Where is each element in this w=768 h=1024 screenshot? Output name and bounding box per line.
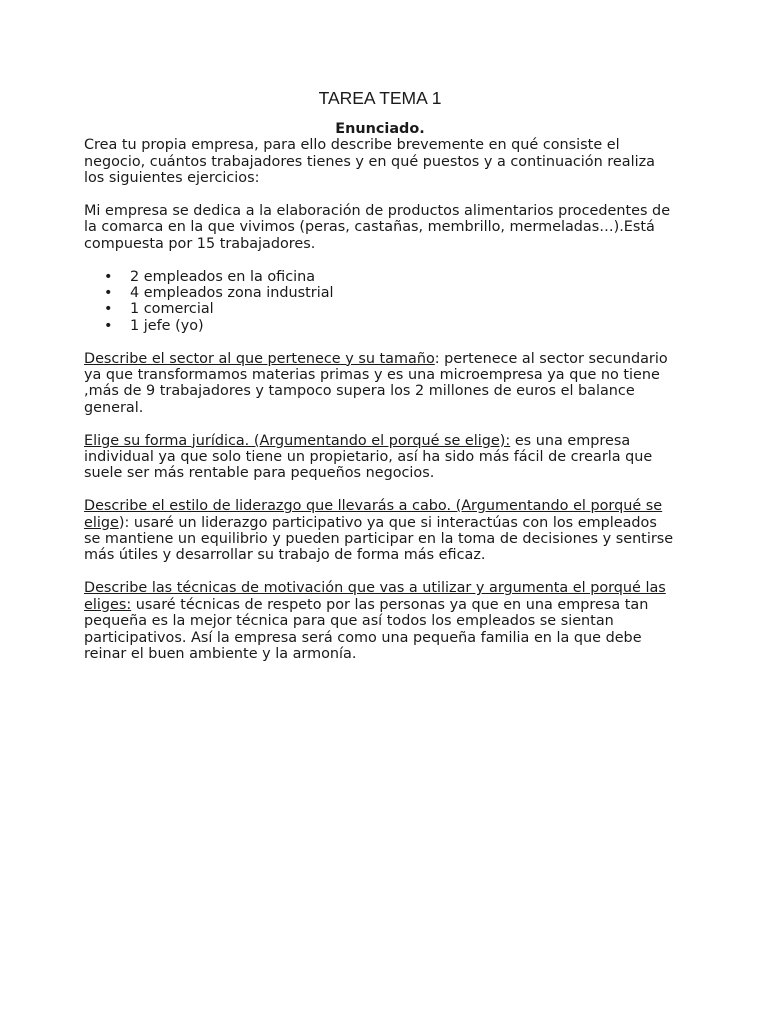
section-motivation	[84, 580, 676, 662]
intro-paragraph: Crea tu propia empresa, para ello describe brevemente en qué consiste el negocio, cuántos trabajadores tienes y en qué puestos y a continuación realiza los siguientes ejercicios:	[84, 137, 655, 187]
list-item	[84, 285, 676, 301]
section-question: Elige su forma jurídica. (Argumentando el porqué se elige):	[84, 432, 511, 449]
section-sector	[84, 351, 676, 417]
section-question: Describe las técnicas de motivación que vas a utilizar y argumenta el porqué las eliges:	[84, 580, 666, 613]
list-item	[84, 269, 676, 285]
section-answer: : pertenece al sector secundario ya que transformamos materias primas y es una microempresa ya que no tiene ,más de 9 trabajadores y tampoco supera los 2 millones de euros el balance general.	[84, 350, 668, 416]
document-page	[84, 88, 676, 662]
section-answer: usaré técnicas de respeto por las personas ya que en una empresa tan pequeña es la mejor técnica para que así todos los empleados se sientan participativos. Así la empresa será como una pequeña familia en la que debe reinar el buen ambiente y la armonía.	[84, 596, 649, 662]
company-description: Mi empresa se dedica a la elaboración de productos alimentarios procedentes de la comarca en la que vivimos (peras, castañas, membrillo, mermeladas…).Está compuesta por 15 trabajadores.	[84, 203, 671, 252]
bullet-icon: •	[104, 268, 113, 285]
section-question: Describe el sector al que pertenece y su tamaño	[84, 350, 435, 367]
bullet-icon: •	[104, 301, 113, 318]
section-answer: es una empresa individual ya que solo tiene un propietario, así ha sido más fácil de crearla que suele ser más rentable para pequeños negocios.	[84, 432, 653, 482]
section-leadership	[84, 498, 676, 564]
section-question: Describe el estilo de liderazgo que llevarás a cabo. (Argumentando el porqué se elige	[84, 498, 663, 531]
section-legal-form	[84, 433, 676, 482]
list-item-text: 2 empleados en la oficina	[130, 268, 316, 285]
bullet-icon: •	[104, 317, 113, 334]
list-item	[84, 301, 676, 317]
section-answer: ): usaré un liderazgo participativo ya que si interactúas con los empleados se mantiene un equilibrio y pueden participar en la toma de decisiones y sentirse más útiles y desarrollar su trabajo de forma más eficaz.	[84, 514, 674, 564]
bullet-icon: •	[104, 285, 113, 302]
staff-list	[84, 269, 676, 335]
document-title: TAREA TEMA 1	[318, 88, 442, 108]
list-item	[84, 318, 676, 334]
document-subtitle: Enunciado.	[335, 121, 425, 137]
list-item-text: 1 jefe (yo)	[130, 317, 204, 334]
list-item-text: 1 comercial	[130, 301, 214, 318]
list-item-text: 4 empleados zona industrial	[130, 285, 334, 302]
